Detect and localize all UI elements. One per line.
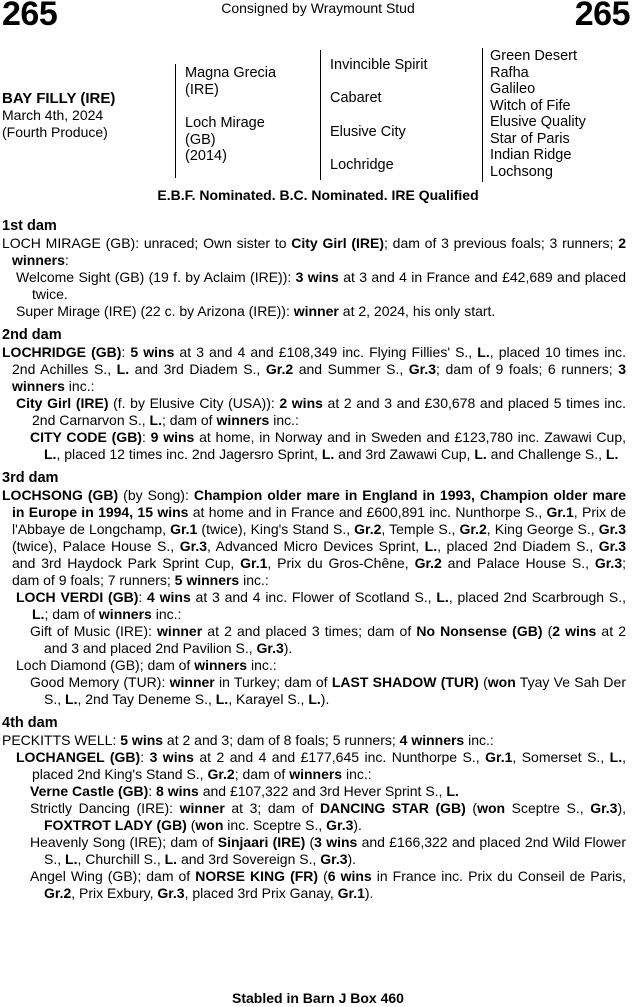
text-run: , King George S., — [486, 521, 599, 537]
text-run: and 3rd Sovereign S., — [177, 851, 321, 867]
bold-text-run: L. — [215, 691, 229, 707]
produce-paragraph — [2, 303, 626, 320]
fourth-dam-section — [2, 715, 626, 902]
text-run: ). — [320, 691, 330, 707]
bold-text-run: L. — [308, 691, 321, 707]
dam-paragraph — [2, 487, 626, 589]
produce-paragraph — [2, 783, 626, 800]
lot-number-left: 265 — [2, 0, 58, 33]
bold-text-run: 3 wins — [314, 834, 358, 850]
text-run: Angel Wing (GB); dam of — [30, 868, 196, 884]
bold-text-run: Gr.2 — [265, 361, 294, 377]
text-run: , placed 12 times inc. 2nd Jagersro Sprint, — [56, 446, 322, 462]
bold-text-run: L. — [477, 344, 490, 360]
bold-text-run: DANCING STAR (GB) — [319, 800, 466, 816]
text-run: , placed 3rd Prix Ganay, — [184, 885, 338, 901]
pedigree-dam-dam: Lochridge — [330, 157, 394, 173]
g4-name: Indian Ridge — [490, 147, 572, 163]
text-run: : — [121, 344, 131, 360]
bold-text-run: winners — [98, 606, 152, 622]
bold-text-run: 2 winners — [12, 235, 626, 268]
bold-text-run: L. — [65, 851, 78, 867]
bold-text-run: won — [487, 674, 516, 690]
text-run: and £166,322 and placed 2nd Wild Flower S., — [44, 834, 626, 867]
text-run: ( — [305, 834, 315, 850]
text-run: ). — [353, 817, 362, 833]
text-run: , 2nd Tay Deneme S., — [77, 691, 216, 707]
text-run: inc.: — [151, 606, 182, 622]
produce-number: (Fourth Produce) — [2, 124, 108, 140]
text-run: ( — [318, 868, 328, 884]
g4-name: Lochsong — [490, 163, 553, 180]
text-run: : — [141, 429, 151, 445]
nominations: E.B.F. Nominated. B.C. Nominated. IRE Qualified — [157, 187, 479, 203]
bold-text-run: FOXTROT LADY (GB) — [44, 817, 187, 833]
text-run: ; dam of 3 previous foals; 3 runners; — [384, 235, 619, 251]
text-run: , Prix Exbury, — [71, 885, 158, 901]
text-run: inc. Sceptre S., — [223, 817, 327, 833]
catalogue-body — [2, 218, 626, 909]
text-run: ; dam of — [234, 766, 290, 782]
text-run: ). — [364, 885, 374, 901]
g4-name: Elusive Quality — [490, 114, 586, 130]
section-title: 4th dam — [2, 715, 58, 731]
produce-paragraph — [2, 395, 626, 429]
text-run: at 2 and 3 and placed 2nd Pavilion S., — [44, 623, 626, 656]
text-run: : — [138, 589, 148, 605]
text-run: LOCH MIRAGE (GB): unraced; Own sister to — [2, 235, 292, 251]
text-run: ; dam of — [44, 606, 99, 622]
produce-paragraph — [2, 623, 626, 657]
produce-paragraph — [2, 674, 626, 708]
text-run: and Challenge S., — [486, 446, 606, 462]
bold-text-run: Gr.2 — [354, 521, 382, 537]
text-run: : — [64, 252, 69, 268]
text-run: (twice), Palace House S., — [12, 538, 180, 554]
text-run: ). — [347, 851, 357, 867]
text-run: ; dam of — [161, 412, 217, 428]
bold-text-run: winner — [293, 303, 339, 319]
lot-number-right: 265 — [574, 0, 630, 33]
bold-text-run: LAST SHADOW (TUR) — [331, 674, 479, 690]
text-run: and Palace House S., — [441, 555, 595, 571]
text-run: ), — [617, 800, 626, 816]
bold-text-run: 3 wins — [149, 749, 194, 765]
text-run: inc.: — [342, 766, 372, 782]
pedigree-bracket-3 — [482, 48, 483, 182]
text-run: Gift of Music (IRE): — [30, 623, 158, 639]
bold-text-run: 2 wins — [279, 395, 323, 411]
text-run: at 2 and placed 3 times; dam of — [202, 623, 417, 639]
dam-paragraph — [2, 235, 626, 269]
produce-paragraph — [2, 657, 626, 674]
horse-name: BAY FILLY (IRE) — [2, 90, 116, 107]
bold-text-run: winners — [194, 657, 248, 673]
pedigree-sire — [185, 65, 276, 98]
bold-text-run: L. — [436, 589, 449, 605]
text-run: and Summer S., — [293, 361, 409, 377]
bold-text-run: Gr.2 — [414, 555, 442, 571]
bold-text-run: Gr.3 — [594, 555, 623, 571]
pedigree-sire-sire: Invincible Spirit — [330, 57, 428, 73]
text-run: and £107,322 and 3rd Hever Sprint S., — [198, 783, 447, 799]
text-run: , Temple S., — [381, 521, 460, 537]
g4-name: Star of Paris — [490, 130, 570, 147]
bold-text-run: Gr.3 — [326, 817, 354, 833]
text-run: ( — [465, 800, 478, 816]
produce-paragraph — [2, 589, 626, 623]
text-run: , Prix de l'Abbaye de Longchamp, — [12, 504, 626, 537]
bold-text-run: L. — [446, 783, 459, 799]
text-run: , placed 10 times inc. 2nd Achilles S., — [12, 344, 626, 377]
text-run: Sceptre S., — [505, 800, 591, 816]
bold-text-run: 4 winners — [399, 732, 465, 748]
bold-text-run: Gr.2 — [459, 521, 487, 537]
produce-paragraph — [2, 800, 626, 834]
pedigree-fourth-generation — [490, 48, 586, 180]
consignor: Consigned by Wraymount Stud — [221, 0, 415, 16]
bold-text-run: Gr.3 — [598, 538, 627, 554]
text-run: : — [140, 749, 150, 765]
sire-country: (IRE) — [185, 81, 219, 98]
bold-text-run: No Nonsense (GB) — [416, 623, 543, 639]
text-run: , Somerset S., — [512, 749, 610, 765]
bold-text-run: Gr.1 — [170, 521, 198, 537]
bold-text-run: Gr.1 — [240, 555, 268, 571]
text-run: at 2, 2024, his only start. — [338, 303, 496, 319]
text-run: ; dam of 9 foals; 6 runners; — [436, 361, 619, 377]
text-run: ( — [478, 674, 488, 690]
third-dam-section — [2, 470, 626, 708]
section-title: 3rd dam — [2, 470, 59, 486]
bold-text-run: Gr.3 — [157, 885, 185, 901]
bold-text-run: L. — [44, 446, 57, 462]
text-run: at 3 and 4 inc. Flower of Scotland S., — [190, 589, 437, 605]
bold-text-run: won — [195, 817, 224, 833]
bold-text-run: Gr.3 — [320, 851, 348, 867]
text-run: , placed 2nd King's Stand S., — [32, 749, 627, 782]
bold-text-run: Gr.3 — [598, 521, 626, 537]
produce-paragraph — [2, 834, 626, 868]
bold-text-run: L. — [609, 749, 623, 765]
bold-text-run: 5 winners — [174, 572, 240, 588]
pedigree-dam-sire: Elusive City — [330, 124, 406, 140]
produce-paragraph — [2, 429, 626, 463]
bold-text-run: City Girl (IRE) — [16, 395, 109, 411]
bold-text-run: 3 winners — [12, 361, 627, 394]
bold-text-run: CITY CODE (GB) — [30, 429, 142, 445]
bold-text-run: winner — [169, 674, 215, 690]
text-run: , Churchill S., — [77, 851, 165, 867]
text-run: at 2 and 3 and £30,678 and placed 5 times inc. 2nd Carnarvon S., — [32, 395, 626, 428]
text-run: ; dam of 9 foals; 7 runners; — [12, 555, 626, 588]
second-dam-section — [2, 327, 626, 463]
bold-text-run: Gr.3 — [256, 640, 284, 656]
bold-text-run: L. — [605, 446, 619, 462]
text-run: at home and in France and £600,891 inc. Nunthorpe S., — [188, 504, 547, 520]
text-run: inc.: — [269, 412, 299, 428]
text-run: , placed 2nd Scarbrough S., — [448, 589, 626, 605]
text-run: (f. by Elusive City (USA)): — [108, 395, 280, 411]
text-run: , Prix du Gros-Chêne, — [267, 555, 415, 571]
text-run: (by Song): — [118, 487, 194, 503]
bold-text-run: L. — [32, 606, 45, 622]
dam-paragraph — [2, 732, 626, 749]
text-run: , Advanced Micro Devices Sprint, — [207, 538, 425, 554]
bold-text-run: winners — [289, 766, 343, 782]
bold-text-run: Gr.1 — [546, 504, 574, 520]
g4-name: Galileo — [490, 81, 536, 97]
text-run: PECKITTS WELL: — [2, 732, 121, 748]
text-run: ). — [283, 640, 293, 656]
section-title: 1st dam — [2, 218, 57, 234]
bold-text-run: 5 wins — [120, 732, 164, 748]
bold-text-run: 6 wins — [327, 868, 372, 884]
produce-paragraph — [2, 749, 626, 783]
bold-text-run: Verne Castle (GB) — [30, 783, 149, 799]
foaling-date: March 4th, 2024 — [2, 107, 104, 123]
g4-name: Green Desert — [490, 48, 578, 64]
bold-text-run: LOCH VERDI (GB) — [16, 589, 139, 605]
bold-text-run: 8 wins — [156, 783, 199, 799]
text-run: , placed 2nd Diadem S., — [437, 538, 599, 554]
g4-name: Witch of Fife — [490, 97, 571, 114]
bold-text-run: 3 wins — [295, 269, 339, 285]
bold-text-run: winner — [179, 800, 225, 816]
pedigree-bracket-1 — [175, 64, 176, 178]
text-run: at 2 and 3; dam of 8 foals; 5 runners; — [163, 732, 400, 748]
text-run: , Karayel S., — [228, 691, 309, 707]
text-run: : — [148, 783, 157, 799]
text-run: inc.: — [239, 572, 269, 588]
dam-country: (GB) — [185, 131, 216, 148]
text-run: and 3rd Zawawi Cup, — [334, 446, 475, 462]
text-run: at home, in Norway and in Sweden and £123,780 inc. Zawawi Cup, — [194, 429, 626, 445]
bold-text-run: winner — [157, 623, 203, 639]
text-run: at 2 and 4 and £177,645 inc. Nunthorpe S., — [193, 749, 486, 765]
text-run: at 3 and 4 in France and £42,689 and placed twice. — [32, 269, 626, 302]
stabling-location: Stabled in Barn J Box 460 — [232, 990, 404, 1006]
horse-info — [2, 90, 115, 141]
bold-text-run: 9 wins — [150, 429, 195, 445]
dam-paragraph — [2, 344, 626, 395]
text-run: in France inc. Prix du Conseil de Paris, — [371, 868, 626, 884]
pedigree-bracket-2 — [320, 50, 321, 180]
pedigree-dam — [185, 115, 265, 165]
bold-text-run: L. — [116, 361, 130, 377]
bold-text-run: L. — [321, 446, 335, 462]
bold-text-run: L. — [149, 412, 162, 428]
text-run: Good Memory (TUR): — [30, 674, 170, 690]
text-run: Strictly Dancing (IRE): — [30, 800, 180, 816]
first-dam-section — [2, 218, 626, 320]
bold-text-run: Gr.2 — [44, 885, 72, 901]
text-run: Super Mirage (IRE) (22 c. by Arizona (IRE)): — [16, 303, 294, 319]
sire-name: Magna Grecia — [185, 65, 277, 81]
dam-name: Loch Mirage — [185, 115, 265, 131]
bold-text-run: L. — [65, 691, 78, 707]
bold-text-run: Sinjaari (IRE) — [217, 834, 306, 850]
text-run: at 3 and 4 and £108,349 inc. Flying Fillies' S., — [174, 344, 478, 360]
bold-text-run: L. — [424, 538, 438, 554]
dam-year: (2014) — [185, 148, 227, 164]
bold-text-run: winners — [216, 412, 270, 428]
bold-text-run: LOCHRIDGE (GB) — [2, 344, 122, 360]
bold-text-run: won — [477, 800, 506, 816]
text-run: (twice), King's Stand S., — [197, 521, 355, 537]
bold-text-run: L. — [474, 446, 487, 462]
section-title: 2nd dam — [2, 327, 62, 343]
text-run: Tyay Ve Sah Der S., — [44, 674, 626, 707]
text-run: Welcome Sight (GB) (19 f. by Aclaim (IRE)): — [16, 269, 296, 285]
bold-text-run: NORSE KING (FR) — [195, 868, 319, 884]
bold-text-run: Gr.1 — [485, 749, 513, 765]
bold-text-run: Gr.1 — [337, 885, 365, 901]
bold-text-run: LOCHANGEL (GB) — [16, 749, 141, 765]
text-run: Heavenly Song (IRE); dam of — [30, 834, 218, 850]
bold-text-run: 5 wins — [130, 344, 175, 360]
text-run: inc.: — [247, 657, 277, 673]
text-run: Loch Diamond (GB); dam of — [16, 657, 195, 673]
produce-paragraph — [2, 868, 626, 902]
bold-text-run: Gr.2 — [207, 766, 235, 782]
text-run: inc.: — [64, 378, 95, 394]
text-run: at 3; dam of — [224, 800, 320, 816]
bold-text-run: Gr.3 — [590, 800, 618, 816]
pedigree-sire-dam: Cabaret — [330, 90, 382, 106]
bold-text-run: LOCHSONG (GB) — [2, 487, 119, 503]
bold-text-run: Gr.3 — [179, 538, 207, 554]
bold-text-run: 4 wins — [147, 589, 191, 605]
text-run: in Turkey; dam of — [214, 674, 332, 690]
bold-text-run: 2 wins — [552, 623, 597, 639]
bold-text-run: City Girl (IRE) — [291, 235, 385, 251]
bold-text-run: L. — [164, 851, 178, 867]
text-run: and 3rd Haydock Park Sprint Cup, — [12, 555, 241, 571]
bold-text-run: Champion older mare in England in 1993, Champion older mare in Europe in 1994, 15 wins — [12, 487, 627, 520]
text-run: ( — [186, 817, 196, 833]
bold-text-run: Gr.3 — [408, 361, 437, 377]
produce-paragraph — [2, 269, 626, 303]
g4-name: Rafha — [490, 64, 529, 81]
text-run: inc.: — [464, 732, 494, 748]
text-run: ( — [542, 623, 553, 639]
text-run: and 3rd Diadem S., — [129, 361, 266, 377]
